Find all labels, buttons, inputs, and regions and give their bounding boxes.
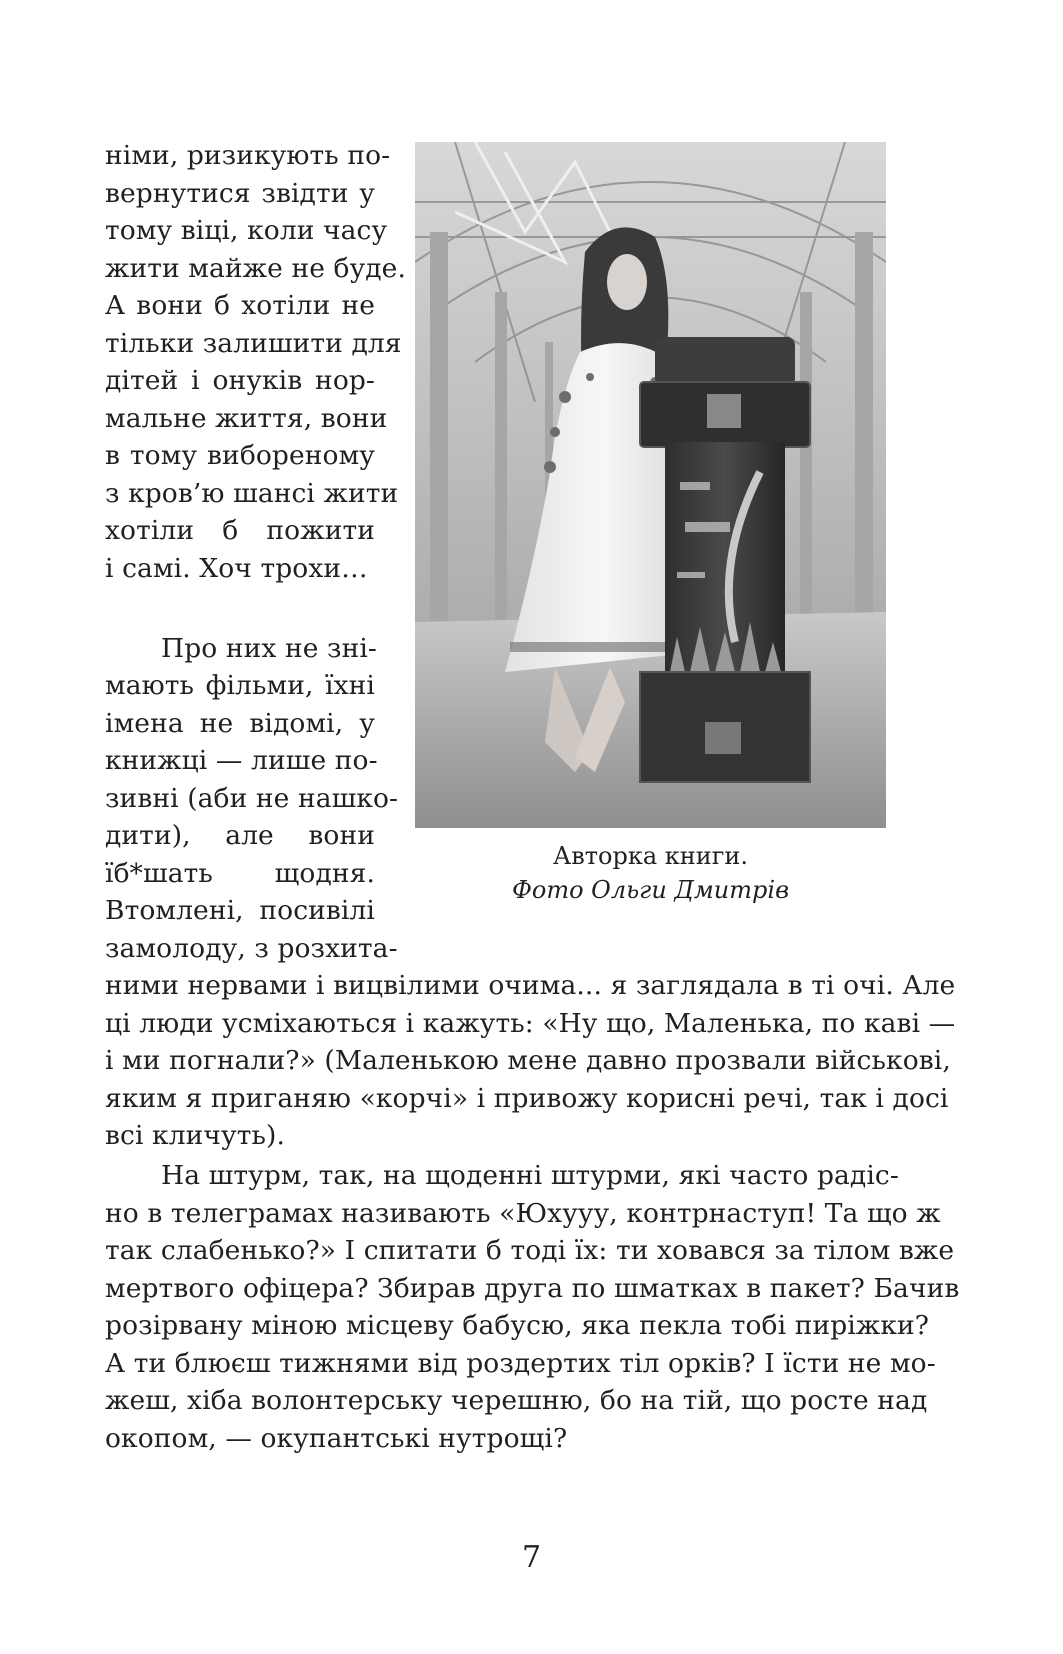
text-line: мають фільми, їхні — [105, 670, 375, 701]
text-line: хотіли б пожити — [105, 515, 375, 546]
text-line: німи, ризикують по- — [105, 140, 391, 171]
text-line: вернутися звідти у — [105, 178, 375, 209]
text-line: жеш, хіба волонтерську черешню, бо на тій, що росте над — [105, 1385, 928, 1416]
text-line: розірвану міною місцеву бабусю, яка пекла тобі пиріжки? — [105, 1310, 930, 1341]
text-line: На штурм, так, на щоденні штурми, які часто радіс- — [161, 1160, 899, 1191]
text-line: їб*шать щодня. — [105, 858, 375, 889]
text-line: мальне життя, вони — [105, 403, 388, 434]
text-line: замолоду, з розхита- — [105, 933, 398, 964]
page-number: 7 — [521, 1540, 542, 1575]
text-line: зивні (аби не нашко- — [105, 783, 399, 814]
text-line: книжці — лише по- — [105, 745, 378, 776]
text-line: в тому виборeному — [105, 440, 375, 471]
text-line: дити), але вони — [105, 820, 375, 851]
text-line: всі кличуть). — [105, 1120, 285, 1151]
text-line: ними нервами і вицвілими очима... я заглядала в ті очі. Але — [105, 970, 956, 1001]
photo-caption: Авторка книги. — [553, 842, 748, 870]
author-photo — [415, 142, 886, 828]
photo-credit: Фото Ольги Дмитрів — [511, 876, 790, 904]
text-line: і самі. Хоч трохи… — [105, 553, 368, 584]
text-line: жити майже не буде. — [105, 253, 406, 284]
text-line: Про них не зні- — [161, 633, 377, 664]
text-line: так слабенько?» І спитати б тоді їх: ти ховався за тілом вже — [105, 1235, 955, 1266]
text-line: А ти блюєш тижнями від роздертих тіл орків? І їсти не мо- — [105, 1348, 936, 1379]
text-line: но в телеграмах називають «Юхууу, контрнаступ! Та що ж — [105, 1198, 941, 1229]
text-line: окопом, — окупантські нутрощі? — [105, 1423, 568, 1454]
text-line: тому віці, коли часу — [105, 215, 388, 246]
text-line: імена не відомі, у — [105, 708, 375, 739]
text-line: мертвого офіцера? Збирав друга по шматках в пакет? Бачив — [105, 1273, 960, 1304]
text-line: тільки залишити для — [105, 328, 402, 359]
text-line: ці люди усміхаються і кажуть: «Ну що, Маленька, по каві — — [105, 1008, 956, 1039]
text-line: яким я приганяю «корчі» і привожу корисні речі, так і досі — [105, 1083, 949, 1114]
text-line: і ми погнали?» (Маленькою мене давно прозвали військові, — [105, 1045, 951, 1076]
text-line: Втомлені, посивілі — [105, 895, 375, 926]
text-line: дітей і онуків нор- — [105, 365, 375, 396]
text-line: А вони б хотіли не — [105, 290, 375, 321]
text-line: з кров’ю шансі жити — [105, 478, 399, 509]
